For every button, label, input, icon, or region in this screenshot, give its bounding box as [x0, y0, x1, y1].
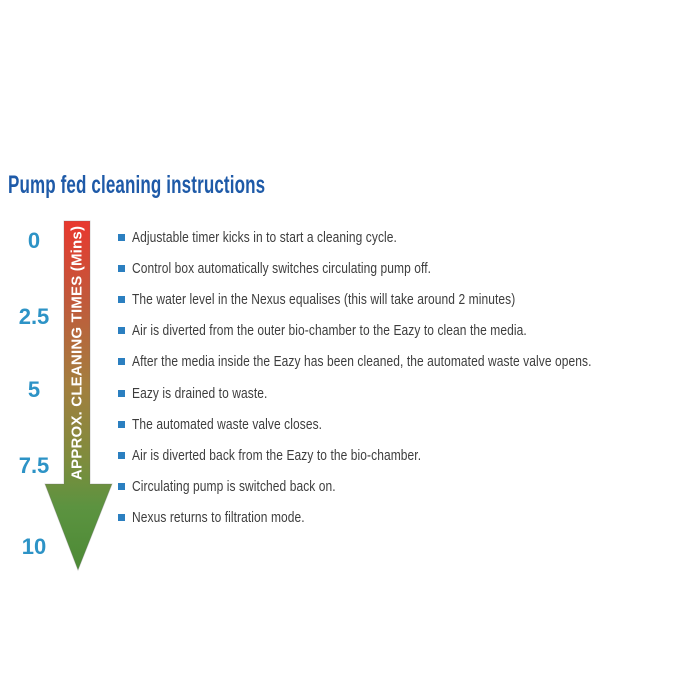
- bullet-square-icon: [118, 265, 125, 272]
- instruction-item: [118, 315, 700, 346]
- bullet-square-icon: [118, 452, 125, 459]
- instruction-item: [118, 440, 700, 471]
- bullet-square-icon: [118, 296, 125, 303]
- instruction-text: Control box automatically switches circulating pump off.: [132, 260, 432, 278]
- time-tick-2-5: 2.5: [18, 304, 50, 329]
- bullet-square-icon: [118, 514, 125, 521]
- instruction-text: Nexus returns to filtration mode.: [132, 508, 305, 526]
- bullet-square-icon: [118, 234, 125, 241]
- bullet-square-icon: [118, 390, 125, 397]
- instruction-text: The automated waste valve closes.: [132, 415, 323, 433]
- bullet-square-icon: [118, 483, 125, 490]
- page-title: [8, 164, 386, 201]
- bullet-square-icon: [118, 358, 125, 365]
- instructions-list: [118, 222, 700, 533]
- instruction-item: [118, 284, 700, 315]
- instruction-text: The water level in the Nexus equalises (this will take around 2 minutes): [132, 291, 516, 309]
- instruction-item: [118, 502, 700, 533]
- arrow-axis-label: APPROX. CLEANING TIMES (Mins): [68, 225, 86, 481]
- time-tick-5: 5: [27, 377, 41, 402]
- instruction-item: [118, 377, 700, 408]
- instruction-text: Air is diverted from the outer bio-chamber to the Eazy to clean the media.: [132, 322, 527, 340]
- instruction-item: [118, 253, 700, 284]
- time-tick-7-5: 7.5: [18, 453, 50, 478]
- time-tick-10: 10: [21, 534, 47, 559]
- time-tick-0: 0: [27, 228, 41, 253]
- bullet-square-icon: [118, 327, 125, 334]
- instruction-item: [118, 471, 700, 502]
- bullet-square-icon: [118, 421, 125, 428]
- instruction-text: Eazy is drained to waste.: [132, 384, 268, 402]
- instruction-text: After the media inside the Eazy has been cleaned, the automated waste valve opens.: [132, 353, 592, 371]
- instruction-text: Circulating pump is switched back on.: [132, 477, 336, 495]
- page-title-text: Pump fed cleaning instructions: [8, 171, 266, 199]
- instruction-item: [118, 409, 700, 440]
- instruction-text: Air is diverted back from the Eazy to the bio-chamber.: [132, 446, 422, 464]
- instruction-item: [118, 346, 700, 377]
- instruction-item: [118, 222, 700, 253]
- instruction-text: Adjustable timer kicks in to start a cleaning cycle.: [132, 229, 397, 247]
